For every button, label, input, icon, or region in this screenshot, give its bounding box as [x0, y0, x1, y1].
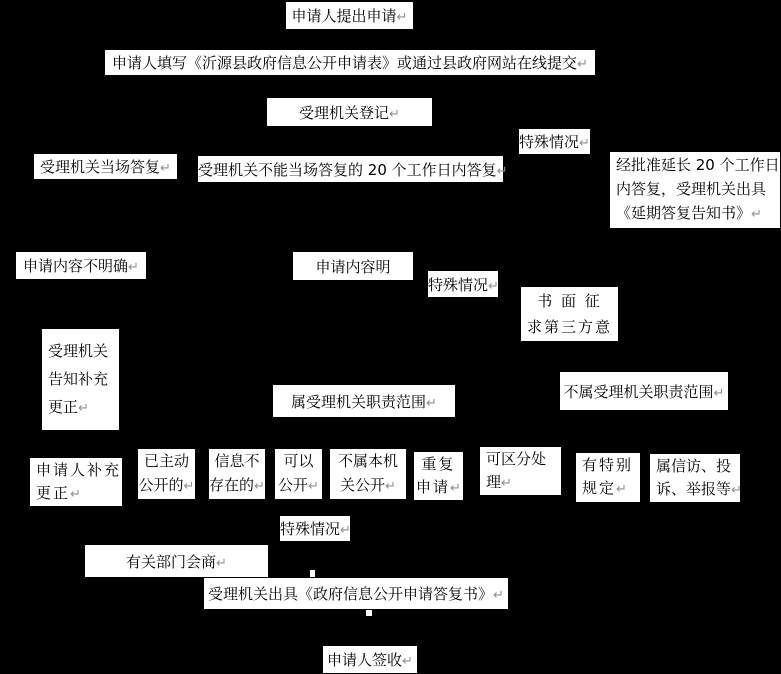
flow-node-already-public	[138, 449, 195, 499]
paragraph-return-icon: ↵	[254, 479, 265, 494]
flow-node-label: 有特别	[582, 456, 634, 474]
flow-node-extended-reply	[610, 152, 780, 228]
paragraph-return-icon: ↵	[396, 10, 408, 25]
flow-node-label: 申请内容明	[315, 257, 391, 276]
flow-node-label: 重复	[421, 454, 456, 473]
flow-node-label: 公开	[278, 476, 309, 494]
flow-node-label: 特殊情况	[428, 275, 489, 294]
flow-node-label: 申请人补充	[36, 460, 122, 479]
flow-node-applicant-sign	[323, 646, 417, 673]
flow-node-special-case-3	[280, 516, 350, 541]
paragraph-return-icon: ↵	[308, 479, 319, 494]
flow-node-label: 规定	[582, 479, 617, 497]
paragraph-return-icon: ↵	[402, 654, 413, 669]
flow-node-special-case-1	[519, 129, 590, 154]
paragraph-return-icon: ↵	[751, 207, 762, 222]
flow-node-label: 经批准延长 20 个工作日	[616, 156, 780, 174]
flow-node-label: 特殊情况	[280, 520, 341, 538]
flow-node-label: 受理机关不能当场答复的 20 个工作日内答复	[198, 160, 497, 179]
flow-node-label: 关公开	[340, 476, 386, 494]
paragraph-return-icon: ↵	[216, 555, 227, 571]
flow-node-label: 存在的	[209, 476, 255, 494]
flow-node-special-case-2	[428, 271, 498, 297]
paragraph-return-icon: ↵	[426, 395, 437, 411]
flow-node-label: 诉、举报等	[656, 479, 732, 498]
flow-node-separable-handling	[480, 447, 561, 495]
flow-node-label: 属信访、投	[656, 456, 732, 475]
flow-node-applicant-supplement	[30, 458, 122, 506]
flow-node-applicant-submit	[286, 2, 413, 29]
flow-node-label: 告知补充	[48, 369, 109, 388]
flow-node-petition-complaint	[650, 454, 740, 502]
flow-node-label: 受理机关登记	[299, 103, 390, 122]
flow-node-label: 受理机关	[48, 341, 109, 360]
flow-node-out-of-scope	[560, 372, 728, 410]
paragraph-return-icon: ↵	[616, 482, 627, 497]
flow-node-info-nonexistent	[209, 449, 265, 499]
flow-node-label: 特殊情况	[519, 133, 580, 151]
flow-node-reply-document	[204, 578, 508, 609]
flow-node-label: 更正	[48, 397, 79, 416]
flow-node-label: 可以	[283, 452, 314, 470]
flow-node-label: 申请人填写《沂源县政府信息公开申请表》或通过县政府网站在线提交	[112, 54, 578, 72]
paragraph-return-icon: ↵	[183, 479, 195, 494]
paragraph-return-icon: ↵	[78, 400, 89, 416]
paragraph-return-icon: ↵	[128, 260, 139, 275]
flow-node-label: 申请	[416, 477, 451, 496]
paragraph-return-icon: ↵	[493, 588, 504, 603]
paragraph-return-icon: ↵	[488, 278, 499, 294]
flow-node-label: 有关部门会商	[126, 552, 217, 571]
flow-node-not-this-organ	[330, 449, 406, 499]
flow-node-in-scope	[273, 385, 455, 417]
paragraph-return-icon: ↵	[389, 106, 400, 122]
flow-node-label: 公开的	[138, 476, 184, 494]
paragraph-return-icon: ↵	[160, 161, 171, 176]
flow-node-label: 申请内容不明确	[23, 257, 129, 275]
flow-node-label: 信息不	[214, 452, 260, 470]
flow-node-content-unclear	[16, 252, 146, 279]
flow-node-can-be-public	[275, 449, 322, 499]
flow-node-label: 已主动	[143, 452, 189, 470]
flow-node-label: 申请人提出申请	[291, 7, 397, 25]
flow-node-third-party-opinion	[521, 287, 618, 341]
flow-node-label: 受理机关出具《政府信息公开申请答复书》	[208, 585, 494, 603]
flow-node-label: 可区分处	[486, 449, 547, 468]
flow-node-label: 内答复，受理机关出具	[616, 180, 767, 198]
flow-node-register	[267, 98, 432, 126]
paragraph-return-icon: ↵	[340, 523, 351, 538]
flow-node-label: 更正	[36, 483, 71, 502]
flow-node-reply-20-days	[198, 156, 508, 182]
flow-node-dept-consultation	[85, 545, 268, 577]
flow-node-label: 不属本机	[337, 452, 398, 470]
paragraph-return-icon: ↵	[731, 482, 742, 498]
paragraph-return-icon: ↵	[385, 479, 396, 494]
paragraph-return-icon: ↵	[577, 57, 588, 72]
paragraph-return-icon: ↵	[496, 163, 508, 179]
flow-node-label: 属受理机关职责范围	[291, 392, 427, 411]
flow-node-label: 受理机关当场答复	[40, 158, 161, 176]
paragraph-return-icon: ↵	[713, 385, 725, 401]
paragraph-return-icon: ↵	[501, 475, 512, 491]
flow-node-onspot-reply	[34, 154, 177, 179]
flow-node-label: 《延期答复告知书》	[616, 204, 752, 222]
flow-node-special-rule	[576, 453, 640, 502]
flow-node-fill-form	[105, 50, 595, 75]
connector-stub	[310, 570, 315, 577]
flow-node-label: 求第三方意	[526, 318, 612, 336]
flow-node-repeat-application	[414, 452, 463, 500]
paragraph-return-icon: ↵	[70, 486, 81, 502]
flow-node-label: 理	[486, 472, 502, 491]
connector-stub	[366, 610, 372, 616]
paragraph-return-icon: ↵	[579, 136, 590, 151]
flow-node-content-clear	[293, 252, 413, 280]
flow-node-label: 申请人签收	[327, 651, 403, 669]
flow-node-label: 不属受理机关职责范围	[563, 382, 714, 401]
flow-node-notify-supplement	[42, 329, 119, 430]
flow-node-label: 书 面 征	[537, 292, 602, 310]
paragraph-return-icon: ↵	[450, 480, 461, 496]
